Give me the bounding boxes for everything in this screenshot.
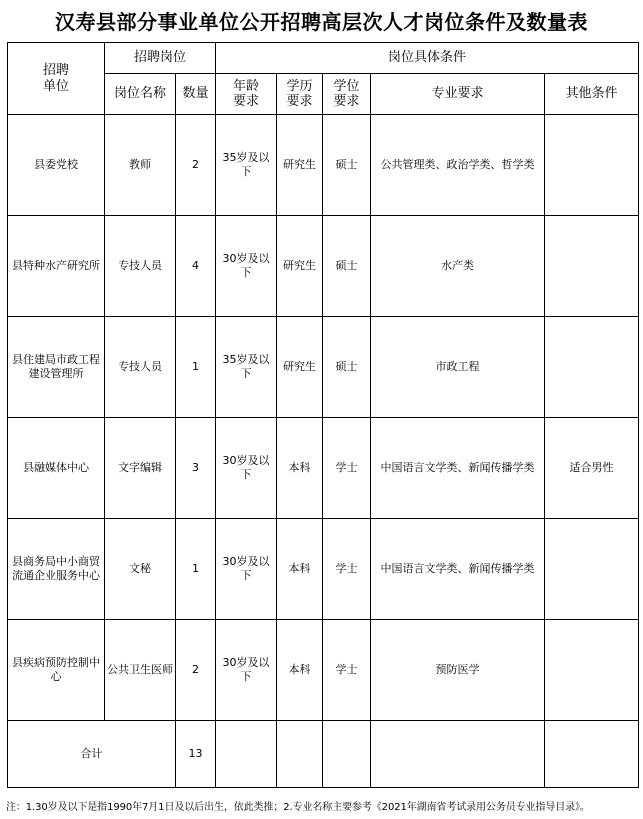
cell-degree: 学士 — [323, 620, 371, 721]
cell-age: 30岁及以下 — [216, 216, 277, 317]
cell-unit: 县住建局市政工程建设管理所 — [8, 317, 105, 418]
cell-empty — [545, 721, 639, 788]
cell-empty — [371, 721, 545, 788]
header-quantity: 数量 — [176, 74, 216, 115]
cell-degree: 硕士 — [323, 216, 371, 317]
cell-other — [545, 115, 639, 216]
cell-major: 中国语言文学类、新闻传播学类 — [371, 418, 545, 519]
table-row — [8, 519, 639, 620]
header-education: 学历 要求 — [277, 74, 323, 115]
cell-degree: 学士 — [323, 418, 371, 519]
cell-unit: 县疾病预防控制中心 — [8, 620, 105, 721]
cell-age: 30岁及以下 — [216, 620, 277, 721]
cell-other — [545, 519, 639, 620]
cell-other — [545, 620, 639, 721]
cell-age: 30岁及以下 — [216, 519, 277, 620]
cell-major: 水产类 — [371, 216, 545, 317]
table-row — [8, 418, 639, 519]
total-quantity: 13 — [176, 721, 216, 788]
cell-major: 公共管理类、政治学类、哲学类 — [371, 115, 545, 216]
cell-quantity: 1 — [176, 519, 216, 620]
header-major: 专业要求 — [371, 74, 545, 115]
header-other: 其他条件 — [545, 74, 639, 115]
header-unit: 招聘 单位 — [8, 43, 105, 115]
total-label: 合计 — [8, 721, 176, 788]
cell-unit: 县特种水产研究所 — [8, 216, 105, 317]
cell-age: 30岁及以下 — [216, 418, 277, 519]
table-row — [8, 216, 639, 317]
cell-unit: 县商务局中小商贸流通企业服务中心 — [8, 519, 105, 620]
cell-age: 35岁及以下 — [216, 317, 277, 418]
header-row-1 — [8, 43, 639, 74]
table-row — [8, 620, 639, 721]
cell-major: 中国语言文学类、新闻传播学类 — [371, 519, 545, 620]
cell-degree: 学士 — [323, 519, 371, 620]
cell-education: 研究生 — [277, 115, 323, 216]
cell-quantity: 4 — [176, 216, 216, 317]
cell-education: 本科 — [277, 418, 323, 519]
cell-position: 公共卫生医师 — [105, 620, 176, 721]
cell-other: 适合男性 — [545, 418, 639, 519]
header-position-group: 招聘岗位 — [105, 43, 216, 74]
cell-major: 市政工程 — [371, 317, 545, 418]
cell-quantity: 2 — [176, 115, 216, 216]
cell-empty — [216, 721, 277, 788]
cell-education: 本科 — [277, 620, 323, 721]
table-row — [8, 317, 639, 418]
cell-position: 文字编辑 — [105, 418, 176, 519]
positions-table — [7, 42, 639, 788]
cell-other — [545, 317, 639, 418]
total-row — [8, 721, 639, 788]
cell-position: 文秘 — [105, 519, 176, 620]
cell-degree: 硕士 — [323, 317, 371, 418]
header-conditions-group: 岗位具体条件 — [216, 43, 639, 74]
header-age: 年龄 要求 — [216, 74, 277, 115]
cell-empty — [277, 721, 323, 788]
cell-major: 预防医学 — [371, 620, 545, 721]
cell-education: 本科 — [277, 519, 323, 620]
cell-unit: 县委党校 — [8, 115, 105, 216]
cell-quantity: 3 — [176, 418, 216, 519]
cell-quantity: 2 — [176, 620, 216, 721]
cell-other — [545, 216, 639, 317]
page-title: 汉寿县部分事业单位公开招聘高层次人才岗位条件及数量表 — [55, 10, 588, 34]
cell-empty — [323, 721, 371, 788]
header-position-name: 岗位名称 — [105, 74, 176, 115]
cell-quantity: 1 — [176, 317, 216, 418]
cell-position: 专技人员 — [105, 216, 176, 317]
table-row — [8, 115, 639, 216]
footnote: 注：1.30岁及以下是指1990年7月1日及以后出生，依此类推；2.专业名称主要参考《2021年湖南省考试录用公务员专业指导目录》。 — [6, 802, 590, 813]
cell-position: 教师 — [105, 115, 176, 216]
cell-education: 研究生 — [277, 216, 323, 317]
cell-age: 35岁及以下 — [216, 115, 277, 216]
cell-position: 专技人员 — [105, 317, 176, 418]
cell-education: 研究生 — [277, 317, 323, 418]
header-degree: 学位 要求 — [323, 74, 371, 115]
cell-degree: 硕士 — [323, 115, 371, 216]
cell-unit: 县融媒体中心 — [8, 418, 105, 519]
